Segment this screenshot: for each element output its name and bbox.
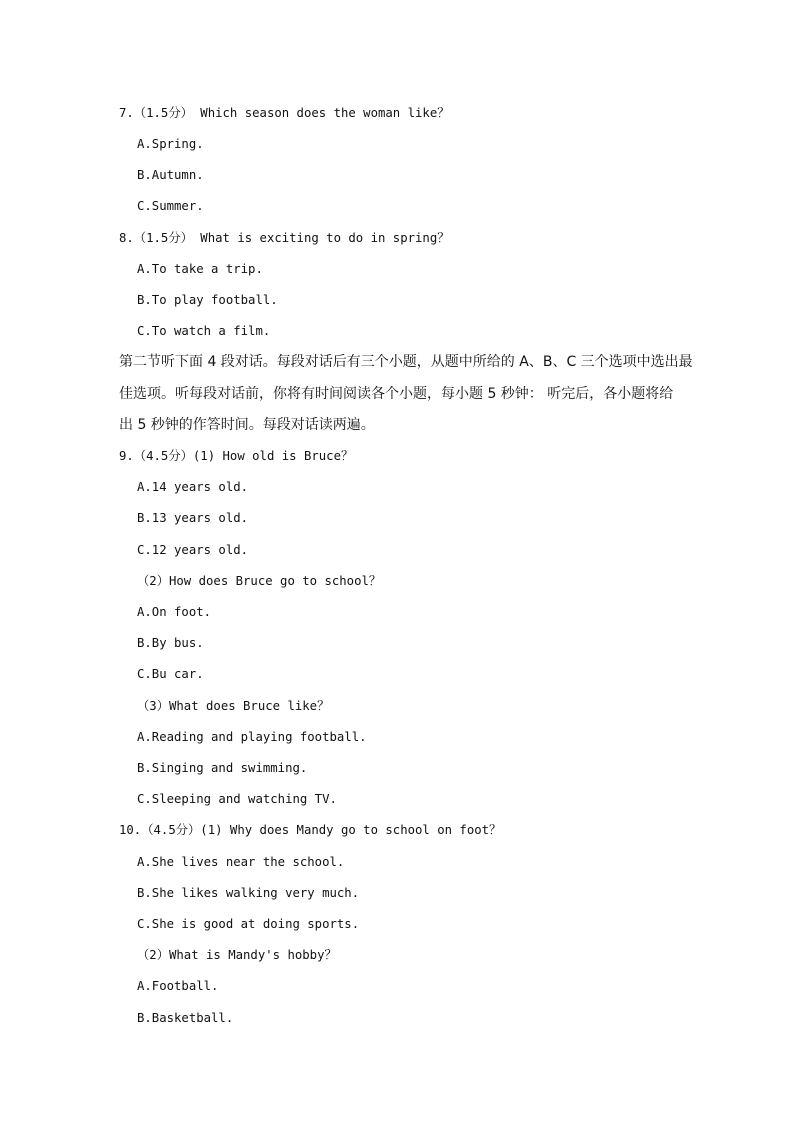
question-10-stem: 10.（4.5分）(1) Why does Mandy go to school on foot？ (119, 823, 502, 837)
question-7-option-b: B.Autumn. (137, 168, 204, 182)
question-9-2-option-c: C.Bu car. (137, 667, 204, 681)
question-8-option-c: C.To watch a film. (137, 324, 271, 338)
question-10-2-option-b: B.Basketball. (137, 1011, 234, 1025)
question-10-2-option-a: A.Football. (137, 979, 219, 993)
question-7-option-c: C.Summer. (137, 199, 204, 213)
question-7-stem: 7.（1.5分） Which season does the woman like？ (119, 106, 450, 120)
question-10-1-option-b: B.She likes walking very much. (137, 886, 360, 900)
question-9-2-option-b: B.By bus. (137, 636, 204, 650)
section-2-instructions-line-2: 佳选项。听每段对话前，你将有时间阅读各个小题，每小题 5 秒钟： 听完后，各小题将给 (119, 386, 674, 402)
question-9-stem: 9.（4.5分）(1) How old is Bruce？ (119, 449, 354, 463)
question-9-1-option-c: C.12 years old. (137, 543, 249, 557)
question-10-1-option-a: A.She lives near the school. (137, 855, 345, 869)
question-9-3-option-a: A.Reading and playing football. (137, 730, 367, 744)
question-9-3-option-c: C.Sleeping and watching TV. (137, 792, 337, 806)
section-2-instructions-line-1: 第二节听下面 4 段对话。每段对话后有三个小题，从题中所给的 A、B、C 三个选项中选出最 (119, 354, 693, 370)
question-9-2-option-a: A.On foot. (137, 605, 212, 619)
question-8-stem: 8.（1.5分） What is exciting to do in spring？ (119, 231, 450, 245)
question-9-sub-3: （3）What does Bruce like？ (137, 699, 330, 713)
question-8-option-b: B.To play football. (137, 293, 278, 307)
question-9-sub-2: （2）How does Bruce go to school？ (137, 574, 382, 588)
question-9-1-option-a: A.14 years old. (137, 480, 249, 494)
question-10-1-option-c: C.She is good at doing sports. (137, 917, 360, 931)
question-8-option-a: A.To take a trip. (137, 262, 263, 276)
section-2-instructions-line-3: 出 5 秒钟的作答时间。每段对话读两遍。 (119, 417, 375, 433)
question-10-sub-2: （2）What is Mandy's hobby？ (137, 948, 337, 962)
question-9-1-option-b: B.13 years old. (137, 511, 249, 525)
question-7-option-a: A.Spring. (137, 137, 204, 151)
question-9-3-option-b: B.Singing and swimming. (137, 761, 308, 775)
